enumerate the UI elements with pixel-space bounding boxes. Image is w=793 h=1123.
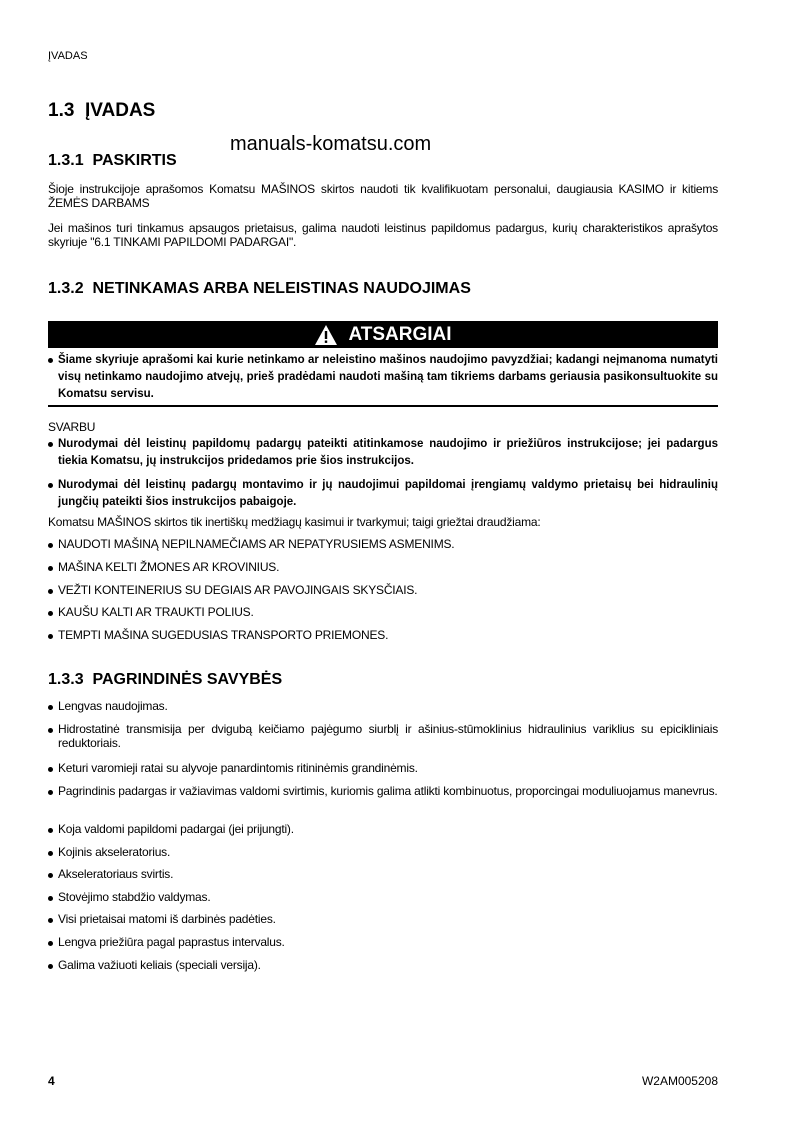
list-item: Stovėjimo stabdžio valdymas. [48, 890, 718, 904]
warning-triangle-icon [314, 324, 338, 346]
list-item: Kojinis akseleratorius. [48, 845, 718, 859]
important-label: SVARBU [48, 420, 96, 434]
caution-text: Šiame skyriuje aprašomi kai kurie netinkamo ar neleistino mašinos naudojimo pavyzdžiai; kadangi neįmanoma numatyti visų netinkamo naudojimo atvejų, prieš pradėdami naudoti mašiną tam tikriems darbams geriausia pasikonsultuokite su Komatsu servisu. [48, 352, 718, 403]
subsection-title-1-3-2: 1.3.2 NETINKAMAS ARBA NELEISTINAS NAUDOJIMAS [48, 280, 471, 297]
list-item: Visi prietaisai matomi iš darbinės padėties. [48, 912, 718, 926]
page-number: 4 [48, 1074, 55, 1088]
subsection-title-1-3-3: 1.3.3 PAGRINDINĖS SAVYBĖS [48, 671, 283, 688]
list-item: Lengvas naudojimas. [48, 699, 718, 713]
list-item: TEMPTI MAŠINA SUGEDUSIAS TRANSPORTO PRIEMONES. [48, 628, 718, 642]
caution-banner [48, 321, 718, 348]
list-item: VEŽTI KONTEINERIUS SU DEGIAIS AR PAVOJINGAIS SKYSČIAIS. [48, 583, 718, 597]
list-item: KAUŠU KALTI AR TRAUKTI POLIUS. [48, 605, 718, 619]
list-item: Galima važiuoti keliais (speciali versija). [48, 958, 718, 972]
list-item: NAUDOTI MAŠINĄ NEPILNAMEČIAMS AR NEPATYRUSIEMS ASMENIMS. [48, 537, 718, 551]
divider [48, 405, 718, 407]
paragraph: Šioje instrukcijoje aprašomos Komatsu MAŠINOS skirtos naudoti tik kvalifikuotam personalui, daugiausia KASIMO ir kitiems ŽEMĖS DARBAMS [48, 182, 718, 210]
paragraph: Komatsu MAŠINOS skirtos tik inertiškų medžiagų kasimui ir tvarkymui; taigi griežtai draudžiama: [48, 515, 541, 529]
caution-label: ATSARGIAI [348, 323, 452, 345]
watermark: manuals-komatsu.com [230, 133, 432, 155]
list-item: Keturi varomieji ratai su alyvoje panardintomis ritininėmis grandinėmis. [48, 761, 718, 775]
list-item: Akseleratoriaus svirtis. [48, 867, 718, 881]
document-code: W2AM005208 [641, 1074, 718, 1088]
list-item: MAŠINA KELTI ŽMONES AR KROVINIUS. [48, 560, 718, 574]
list-item: Koja valdomi papildomi padargai (jei prijungti). [48, 822, 718, 836]
paragraph: Jei mašinos turi tinkamus apsaugos prietaisus, galima naudoti leistinus papildomus padargus, kurių charakteristikos aprašytos skyriuje "6.1 TINKAMI PAPILDOMI PADARGAI". [48, 221, 718, 249]
important-item: Nurodymai dėl leistinų padargų montavimo ir jų naudojimui papildomai įrengiamų valdymo prietaisų bei hidraulinių jungčių pateikti šios instrukcijos pabaigoje. [48, 477, 718, 511]
list-item: Pagrindinis padargas ir važiavimas valdomi svirtimis, kuriomis galima atlikti kombinuotus, proporcingai moduliuojamus manevrus. [48, 784, 718, 798]
list-item: Lengva priežiūra pagal paprastus intervalus. [48, 935, 718, 949]
important-item: Nurodymai dėl leistinų papildomų padargų pateikti atitinkamose naudojimo ir priežiūros instrukcijose; jei padargus tiekia Komatsu, jų instrukcijos pridedamos prie šios instrukcijos. [48, 436, 718, 470]
running-header: ĮVADAS [48, 50, 88, 62]
list-item: Hidrostatinė transmisija per dvigubą keičiamo pajėgumo siurblį ir ašinius-stūmoklinius hidraulinius variklius su epicikliniais reduktoriais. [48, 722, 718, 750]
subsection-title-1-3-1: 1.3.1 PASKIRTIS [48, 152, 177, 169]
section-title: 1.3 ĮVADAS [48, 100, 156, 121]
